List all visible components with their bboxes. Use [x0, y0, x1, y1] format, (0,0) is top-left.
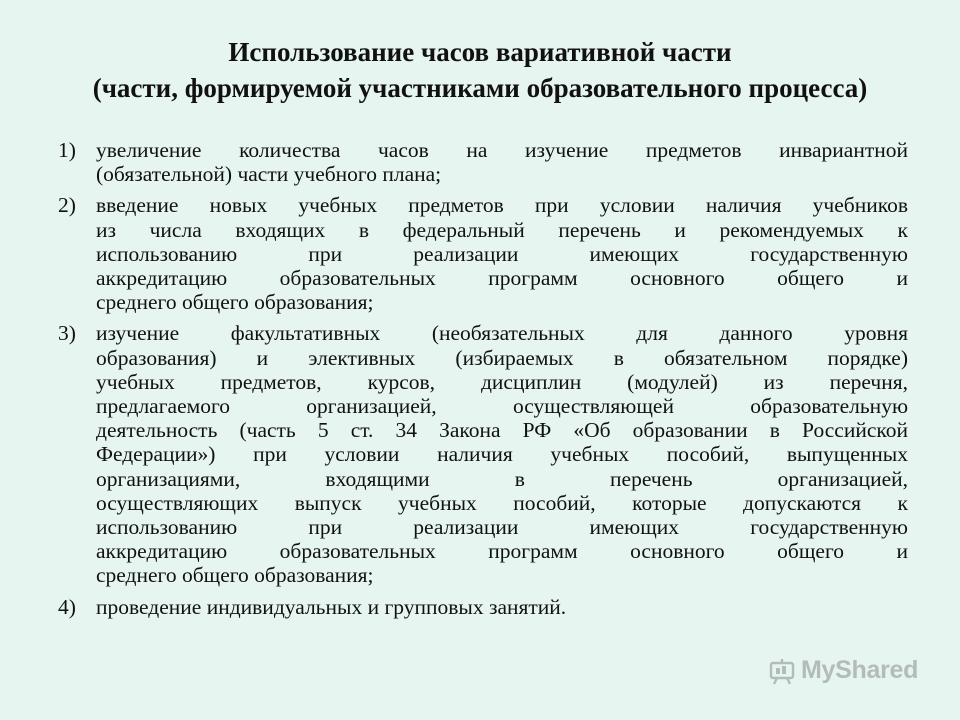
text-line: использованию при реализации имеющих государственную	[96, 241, 908, 266]
text-line: (обязательной) части учебного плана;	[96, 162, 442, 187]
text-line: Федерации») при условии наличия учебных пособий, выпущенных	[96, 442, 908, 467]
presentation-board-icon	[768, 657, 796, 685]
text-line: образования) и элективных (избираемых в обязательном порядке)	[96, 345, 908, 370]
text-line: использованию при реализации имеющих государственную	[96, 515, 908, 540]
list-item	[52, 193, 908, 314]
title-line-1: Использование часов вариативной части	[228, 37, 732, 67]
text-line: аккредитацию образовательных программ основного общего и	[96, 266, 908, 291]
list-item	[52, 595, 908, 619]
text-line: осуществляющих выпуск учебных пособий, которые допускаются к	[96, 490, 908, 515]
text-line: деятельность (часть 5 ст. 34 Закона РФ «Об образовании в Российской	[96, 418, 908, 443]
text-line: изучение факультативных (необязательных для данного уровня	[96, 321, 908, 346]
text-line: среднего общего образования;	[96, 563, 374, 588]
list-item-number: 1)	[58, 138, 76, 162]
text-line: увеличение количества часов на изучение предметов инвариантной	[96, 138, 908, 162]
text-line: учебных предметов, курсов, дисциплин (модулей) из перечня,	[96, 369, 908, 394]
list-item-text	[96, 193, 908, 314]
list-item	[52, 138, 908, 186]
numbered-list	[52, 138, 908, 626]
text-line: среднего общего образования;	[96, 290, 374, 315]
watermark	[768, 656, 918, 685]
list-item-text	[96, 595, 908, 619]
text-line: аккредитацию образовательных программ основного общего и	[96, 539, 908, 564]
title-line-2: (части, формируемой участниками образовательного процесса)	[92, 73, 868, 103]
text-line: из числа входящих в федеральный перечень и рекомендуемых к	[96, 217, 908, 242]
text-line: предлагаемого организацией, осуществляющей образовательную	[96, 394, 908, 419]
text-line: проведение индивидуальных и групповых занятий.	[96, 594, 567, 619]
list-item-text	[96, 321, 908, 587]
page-title	[0, 34, 960, 106]
list-item-number: 2)	[58, 193, 76, 218]
text-line: организациями, входящими в перечень организацией,	[96, 466, 908, 491]
list-item	[52, 321, 908, 587]
watermark-text: MyShared	[801, 656, 919, 684]
list-item-number: 4)	[58, 594, 76, 619]
text-line: введение новых учебных предметов при условии наличия учебников	[96, 193, 908, 218]
list-item-number: 3)	[58, 321, 76, 346]
list-item-text	[96, 138, 908, 186]
